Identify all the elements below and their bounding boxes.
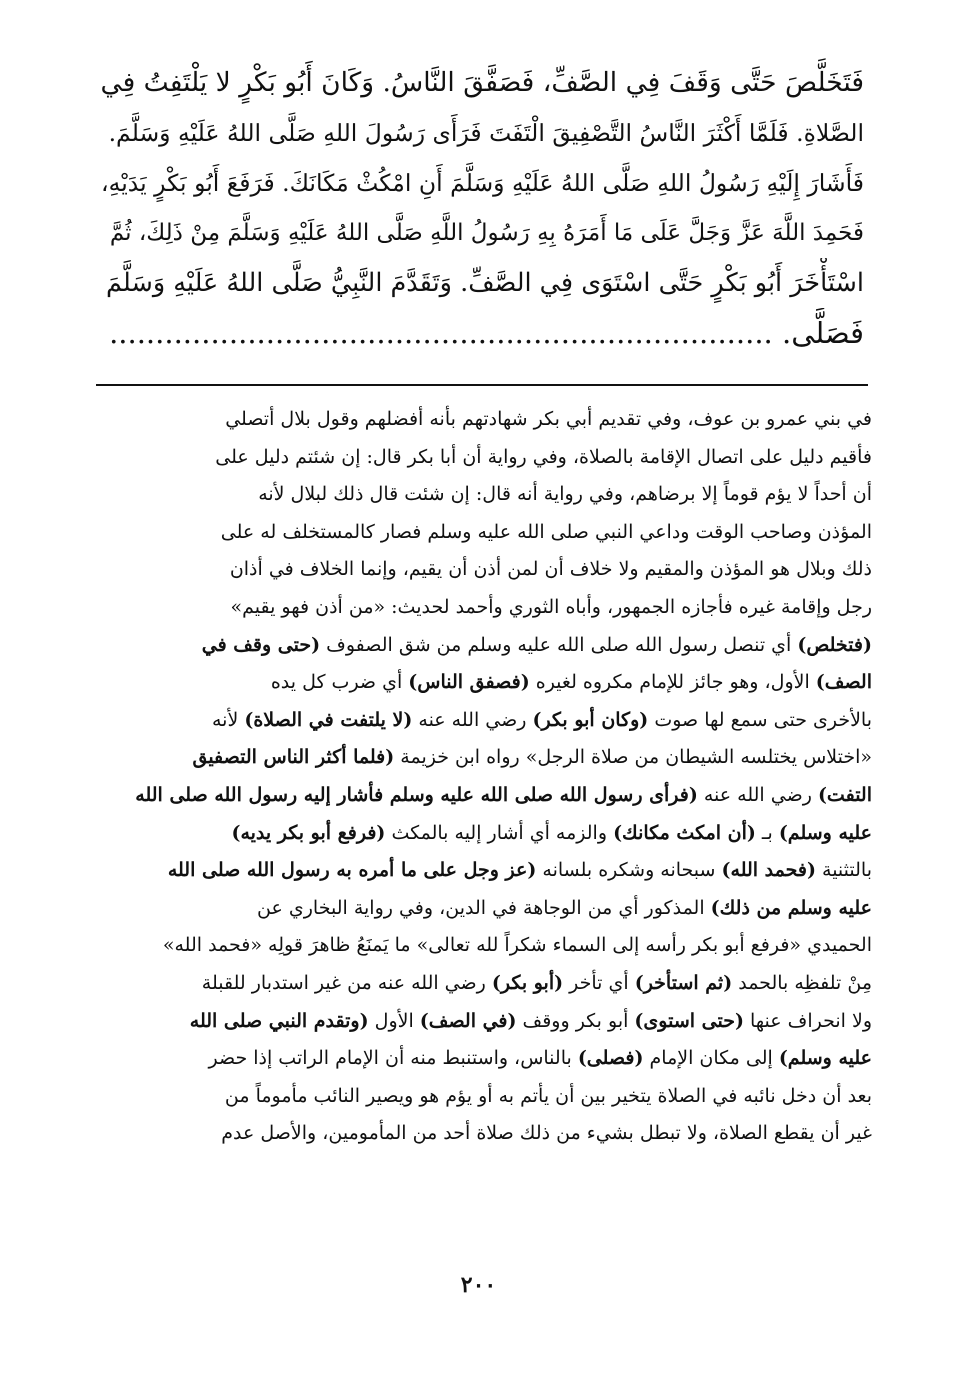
quoted-matn-segment: (أن امكث مكانك) [613,821,756,844]
commentary-line [96,1003,872,1041]
commentary-segment: بالناس، واستنبط منه أن الإمام الراتب إذا حضر [208,1047,578,1070]
commentary-segment: والزمه أي أشار إليه بالمكث [385,821,614,844]
quoted-matn-segment: (فرفع أبو بكر يديه) [231,821,386,844]
commentary-segment: المؤذن وصاحب الوقت وداعي النبي صلى الله عليه وسلم فصار كالمستخلف له على [220,520,872,543]
commentary-line [96,852,872,890]
quoted-matn-segment: (حتى وقف في [201,633,321,656]
commentary-segment: إلى مكان الإمام [643,1047,779,1070]
commentary-segment: المذكور أي من الوجاهة في الدين، وفي رواية البخاري عن [257,896,711,919]
commentary-line [96,739,872,777]
commentary-line [96,927,872,965]
hadith-line: فَأَشَارَ إِلَيْهِ رَسُولُ اللهِ صَلَّى اللهُ عَلَيْهِ وَسَلَّمَ أَنِ امْكُثْ مَكَانَكَ. فَرَفَعَ أَبُو بَكْرٍ يَدَيْهِ، [101,169,864,197]
commentary-segment: أي ضرب كل يده [270,671,409,694]
quoted-matn-segment: (لا يلتفت في الصلاة) [244,708,413,731]
commentary-segment: أبو بكر ووقف [516,1009,635,1032]
hadith-line: الصَّلاةِ. فَلَمَّا أَكْثَرَ النَّاسُ التَّصْفِيقَ الْتَفَتَ فَرَأَى رَسُولَ اللهِ صَلَّى اللهُ عَلَيْهِ وَسَلَّمَ. [108,119,864,147]
commentary-line [96,965,872,1003]
commentary-text [96,401,872,1153]
hadith-line: فَحَمِدَ اللَّهَ عَزَّ وَجَلَّ عَلَى مَا أَمَرَهُ بِهِ رَسُولُ اللَّهِ صَلَّى اللهُ عَلَيْهِ وَسَلَّمَ مِنْ ذَلِكَ، ثُمَّ [109,220,864,246]
commentary-line [96,627,872,665]
page-number: ٢٠٠ [460,1272,497,1298]
commentary-segment: في بني عمرو بن عوف، وفي تقديم أبي بكر شهادتهم بأنه أفضلهم وقول بلال أتصلي [225,408,872,430]
hadith-line: اسْتَأْخَرَ أَبُو بَكْرٍ حَتَّى اسْتَوَى فِي الصَّفِّ. وَتَقَدَّمَ النَّبِيُّ صَلَّى اللهُ عَلَيْهِ وَسَلَّمَ [106,268,864,298]
quoted-matn-segment: (وتقدم النبي صلى الله [189,1009,369,1032]
quoted-matn-segment: (وكان أبو بكر) [532,708,649,731]
hadith-line: فَصَلَّى. ........................................................................ [109,316,864,350]
commentary-segment: بـ [755,821,779,844]
commentary-segment: بالأخرى حتى سمع لها صوت [648,708,872,731]
commentary-line [96,439,872,477]
commentary-line [96,1078,872,1116]
commentary-segment: الأول، وهو جائز للإمام مكروه لغيره [529,671,816,694]
quoted-matn-segment: (فرأى رسول الله صلى الله عليه وسلم فأشار إليه رسول الله صلى الله [135,783,698,806]
commentary-segment: الأول [368,1009,420,1032]
commentary-segment: رضي الله عنه [697,783,818,806]
commentary-segment: الحميدي «فرفع أبو بكر رأسه إلى السماء شكراً لله تعالى» ما يَمنَعُ ظاهرَ قولِه «فحمد الله» [162,934,872,957]
hadith-text [96,58,864,358]
commentary-segment: أن أحداً لا يؤم قوماً إلا برضاهم، وفي رواية أنه قال: إن شئت قال ذلك لبلال لأنه [258,483,872,506]
quoted-matn-segment: الصف) [815,671,872,694]
commentary-segment: سبحانه وشكره بلسانه [536,859,722,882]
commentary-line [96,702,872,740]
commentary-segment: بالتثنية [815,859,872,882]
quoted-matn-segment: (ثم استأخر) [634,971,733,994]
commentary-line [96,777,872,815]
quoted-matn-segment: عليه وسلم) [778,821,872,844]
commentary-segment: فأقيم دليل على اتصال الإقامة بالصلاة، وفي رواية أن أبا بكر قال: إن شئتم دليل على [215,445,872,468]
commentary-line [96,401,872,439]
commentary-line [96,664,872,702]
commentary-segment: رضي الله عنه من غير استدبار للقبلة [201,971,492,994]
commentary-segment: رجل وإقامة غيره فأجازه الجمهور، وأباه الثوري وأحمد لحديث: «من أذن فهو يقيم» [230,595,872,618]
commentary-line [96,551,872,589]
quoted-matn-segment: عليه وسلم) [778,1047,872,1070]
commentary-segment: أي تنصل رسول الله صلى الله عليه وسلم من شق الصفوف [320,633,798,656]
hadith-line: فَتَخَلَّصَ حَتَّى وَقَفَ فِي الصَّفِّ، فَصَفَّقَ النَّاسُ. وَكَانَ أَبُو بَكْرٍ لا يَلْتَفِتُ فِي [100,67,864,98]
quoted-matn-segment: التفت) [817,783,872,806]
quoted-matn-segment: (فلما أكثر الناس التصفيق [192,746,395,769]
commentary-line [96,815,872,853]
commentary-line [96,589,872,627]
commentary-segment: ذلك وبلال هو المؤذن والمقيم ولا خلاف أن لمن أذن أن يقيم، وإنما الخلاف في أذان [229,558,872,581]
quoted-matn-segment: (أبو بكر) [491,971,564,994]
quoted-matn-segment: (حتى استوى) [634,1009,744,1032]
quoted-matn-segment: (فحمد الله) [721,859,816,882]
quoted-matn-segment: (فتخلص) [797,633,872,656]
commentary-segment: مِنْ تلفظِه بالحمد [732,971,872,994]
commentary-line [96,514,872,552]
quoted-matn-segment: عليه وسلم من ذلك) [710,896,872,919]
commentary-segment: «اختلاس يختلسه الشيطان من صلاة الرجل» رواه ابن خزيمة [394,746,872,769]
commentary-line [96,476,872,514]
commentary-line [96,890,872,928]
quoted-matn-segment: (فصلى) [577,1047,644,1070]
footnote-divider [96,384,868,386]
commentary-line [96,1040,872,1078]
commentary-segment: غير أن يقطع الصلاة، ولا تبطل بشيء من ذلك صلاة أحد من المأمومين، والأصل عدم [221,1122,872,1145]
commentary-segment: أي تأخر [563,971,635,994]
quoted-matn-segment: (في الصف) [419,1009,517,1032]
commentary-segment: لأنه [211,708,245,731]
commentary-segment: بعد أن دخل نائبه في الصلاة يتخير بين أن يأتم به أو يؤم هو ويصير النائب مأموماً من [224,1084,872,1107]
quoted-matn-segment: (فصفق الناس) [408,671,530,694]
quoted-matn-segment: (عز وجل على ما أمره به رسول الله صلى الله [167,859,537,882]
commentary-segment: رضي الله عنه [412,708,533,731]
commentary-segment: ولا انحراف عنها [743,1009,872,1032]
commentary-line [96,1115,872,1153]
